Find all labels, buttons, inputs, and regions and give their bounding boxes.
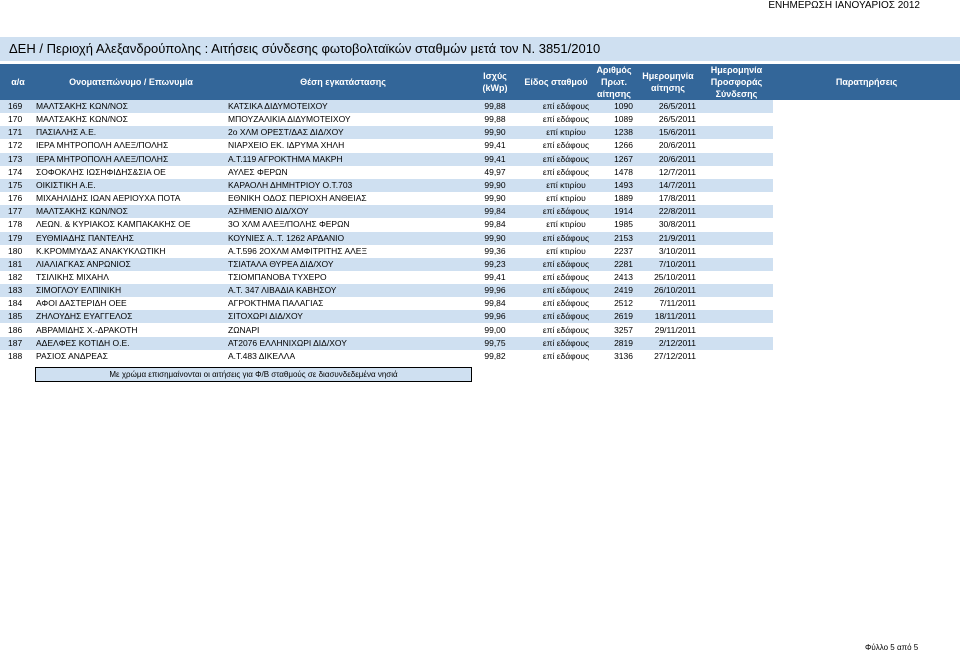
cell-date: 17/8/2011 — [658, 193, 696, 204]
cell-type: επί κτιρίου — [546, 127, 586, 138]
page-footer: Φύλλο 5 από 5 — [865, 643, 919, 652]
col-power: Ισχύς (kWp) — [482, 71, 508, 93]
cell-name: ΣΙΜΟΓΛΟΥ ΕΛΠΙΝΙΚΗ — [36, 285, 122, 296]
cell-kw: 49,97 — [484, 166, 506, 177]
cell-type: επί εδάφους — [542, 337, 590, 348]
cell-num: 1914 — [614, 206, 633, 217]
cell-kw: 99,75 — [484, 337, 506, 348]
cell-type: επί κτιρίου — [546, 193, 586, 204]
cell-type: επί εδάφους — [542, 166, 590, 177]
table-row — [0, 166, 773, 179]
col-location: Θέση εγκατάστασης — [300, 77, 386, 87]
cell-name: ΤΣΙΛΙΚΗΣ ΜΙΧΑΗΛ — [36, 271, 109, 282]
table-row — [0, 232, 773, 245]
cell-name: ΜΑΛΤΣΑΚΗΣ ΚΩΝ/ΝΟΣ — [36, 206, 128, 217]
cell-aa: 174 — [8, 166, 23, 177]
cell-num: 1985 — [614, 219, 633, 230]
cell-date: 20/6/2011 — [658, 140, 696, 151]
cell-name: ΑΒΡΑΜΙΔΗΣ Χ.-ΔΡΑΚΟΤΗ — [36, 324, 138, 335]
cell-date: 26/5/2011 — [658, 114, 696, 125]
cell-aa: 175 — [8, 179, 23, 190]
cell-num: 2619 — [614, 311, 633, 322]
cell-name: Κ.ΚΡΟΜΜΥΔΑΣ ΑΝΑΚΥΚΛΩΤΙΚΗ — [36, 245, 166, 256]
cell-kw: 99,90 — [484, 179, 506, 190]
table-row — [0, 258, 773, 271]
cell-date: 2/12/2011 — [658, 337, 696, 348]
cell-type: επί εδάφους — [542, 311, 590, 322]
cell-loc: ΚΟΥΝΙΕΣ Α..Τ. 1262 ΑΡΔΑΝΙΟ — [228, 232, 345, 243]
cell-aa: 180 — [8, 245, 23, 256]
cell-name: ΕΥΘΜΙΑΔΗΣ ΠΑΝΤΕΛΗΣ — [36, 232, 134, 243]
cell-name: ΜΙΧΑΗΛΙΔΗΣ ΙΩΑΝ ΑΕΡΙΟΥΧΑ ΠΟΤΑ — [36, 193, 181, 204]
cell-date: 30/8/2011 — [658, 219, 696, 230]
cell-type: επί εδάφους — [542, 140, 590, 151]
cell-kw: 99,84 — [484, 219, 506, 230]
cell-type: επί εδάφους — [542, 114, 590, 125]
page-title: ΔΕΗ / Περιοχή Αλεξανδρούπολης : Αιτήσεις σύνδεσης φωτοβολταϊκών σταθμών μετά τον Ν. 3851/2010 — [0, 37, 960, 61]
cell-kw: 99,41 — [484, 153, 506, 164]
cell-type: επί εδάφους — [542, 285, 590, 296]
cell-name: ΠΑΣΙΑΛΗΣ Α.Ε. — [36, 127, 97, 138]
cell-type: επί εδάφους — [542, 258, 590, 269]
cell-aa: 187 — [8, 337, 23, 348]
cell-aa: 181 — [8, 258, 23, 269]
cell-num: 1267 — [614, 153, 633, 164]
cell-kw: 99,36 — [484, 245, 506, 256]
cell-type: επί εδάφους — [542, 298, 590, 309]
cell-aa: 171 — [8, 127, 23, 138]
cell-num: 2153 — [614, 232, 633, 243]
cell-date: 7/11/2011 — [659, 298, 696, 309]
cell-type: επί εδάφους — [542, 324, 590, 335]
cell-kw: 99,41 — [484, 271, 506, 282]
cell-kw: 99,90 — [484, 232, 506, 243]
table-row — [0, 245, 773, 258]
table-row — [0, 297, 773, 310]
cell-loc: ΤΣΙΑΤΑΛΑ ΘΥΡΕΑ ΔΙΔ/ΧΟΥ — [228, 258, 334, 269]
table-row — [0, 218, 773, 231]
table-row — [0, 205, 773, 218]
cell-date: 18/11/2011 — [654, 311, 696, 322]
cell-kw: 99,96 — [484, 285, 506, 296]
cell-num: 3136 — [614, 350, 633, 361]
cell-date: 26/5/2011 — [658, 101, 696, 111]
cell-kw: 99,00 — [484, 324, 506, 335]
cell-date: 20/6/2011 — [658, 153, 696, 164]
cell-aa: 179 — [8, 232, 23, 243]
col-aa: α/α — [11, 77, 25, 87]
cell-loc: ΖΩΝΑΡΙ — [228, 324, 260, 335]
col-offer-date: Ημερομηνία Προσφοράς Σύνδεσης — [710, 65, 763, 99]
cell-aa: 186 — [8, 324, 23, 335]
cell-num: 1493 — [614, 179, 633, 190]
cell-num: 3257 — [614, 324, 633, 335]
cell-kw: 99,88 — [484, 114, 506, 125]
table-row — [0, 153, 773, 166]
cell-date: 25/10/2011 — [654, 271, 696, 282]
cell-aa: 182 — [8, 271, 23, 282]
cell-kw: 99,84 — [484, 298, 506, 309]
cell-date: 29/11/2011 — [654, 324, 696, 335]
cell-name: ΜΑΛΤΣΑΚΗΣ ΚΩΝ/ΝΟΣ — [36, 101, 128, 111]
cell-num: 1238 — [614, 127, 633, 138]
cell-name: ΛΙΑΛΙΑΓΚΑΣ ΑΝΡΩΝΙΟΣ — [36, 258, 131, 269]
cell-name: ΑΔΕΛΦΕΣ ΚΟΤΙΔΗ Ο.Ε. — [36, 337, 130, 348]
cell-date: 3/10/2011 — [658, 245, 696, 256]
cell-num: 2237 — [614, 245, 633, 256]
cell-date: 14/7/2011 — [658, 179, 696, 190]
cell-num: 2512 — [614, 298, 633, 309]
cell-loc: ΑΤ2076 ΕΛΛΗΝΙΧΩΡΙ ΔΙΔ/ΧΟΥ — [228, 337, 347, 348]
cell-name: ΑΦΟΙ ΔΑΣΤΕΡΙΔΗ ΟΕΕ — [36, 298, 127, 309]
cell-kw: 99,88 — [484, 101, 506, 111]
col-name: Ονοματεπώνυμο / Επωνυμία — [69, 77, 193, 87]
legend-note: Με χρώμα επισημαίνονται οι αιτήσεις για Φ/Β σταθμούς σε διασυνδεδεμένα νησιά — [35, 367, 472, 382]
cell-type: επί κτιρίου — [546, 219, 586, 230]
cell-kw: 99,41 — [484, 140, 506, 151]
cell-date: 12/7/2011 — [658, 166, 696, 177]
cell-aa: 170 — [8, 114, 23, 125]
cell-name: ΣΟΦΟΚΛΗΣ ΙΩΣΗΦΙΔΗΣ&ΣΙΑ ΟΕ — [36, 166, 166, 177]
cell-kw: 99,96 — [484, 311, 506, 322]
table-row — [0, 126, 773, 139]
cell-aa: 176 — [8, 193, 23, 204]
cell-num: 1478 — [614, 166, 633, 177]
table-row — [0, 324, 773, 337]
cell-loc: 3Ο ΧΛΜ ΑΛΕΞ/ΠΟΛΗΣ ΦΕΡΩΝ — [228, 219, 350, 230]
cell-kw: 99,82 — [484, 350, 506, 361]
cell-kw: 99,90 — [484, 127, 506, 138]
cell-num: 1266 — [614, 140, 633, 151]
cell-type: επί εδάφους — [542, 206, 590, 217]
cell-name: ΙΕΡΑ ΜΗΤΡΟΠΟΛΗ ΑΛΕΞ/ΠΟΛΗΣ — [36, 153, 169, 164]
table-row — [0, 350, 773, 363]
cell-aa: 172 — [8, 140, 23, 151]
cell-date: 21/9/2011 — [658, 232, 696, 243]
table-row — [0, 139, 773, 152]
update-date-label: ΕΝΗΜΕΡΩΣΗ ΙΑΝΟΥΑΡΙΟΣ 2012 — [768, 0, 920, 11]
cell-aa: 184 — [8, 298, 23, 309]
cell-loc: ΜΠΟΥΖΑΛΙΚΙΑ ΔΙΔΥΜΟΤΕΙΧΟΥ — [228, 114, 351, 125]
cell-type: επί κτιρίου — [546, 245, 586, 256]
cell-name: ΖΗΛΟΥΔΗΣ ΕΥΑΓΓΕΛΟΣ — [36, 311, 133, 322]
cell-date: 26/10/2011 — [654, 285, 696, 296]
table-row — [0, 113, 773, 126]
table-row — [0, 310, 773, 323]
cell-type: επί εδάφους — [542, 232, 590, 243]
cell-loc: ΤΣΙΟΜΠΑΝΟΒΑ ΤΥΧΕΡΟ — [228, 271, 327, 282]
cell-num: 2281 — [614, 258, 633, 269]
cell-loc: Α.Τ. 347 ΛΙΒΑΔΙΑ ΚΑΒΗΣΟΥ — [228, 285, 337, 296]
cell-num: 2819 — [614, 337, 633, 348]
cell-loc: ΑΓΡΟΚΤΗΜΑ ΠΑΛΑΓΙΑΣ — [228, 298, 324, 309]
cell-loc: ΑΥΛΕΣ ΦΕΡΩΝ — [228, 166, 288, 177]
cell-date: 15/6/2011 — [658, 127, 696, 138]
col-notes: Παρατηρήσεις — [835, 77, 898, 87]
cell-loc: ΑΣΗΜΕΝΙΟ ΔΙΔ/ΧΟΥ — [228, 206, 309, 217]
cell-date: 27/12/2011 — [654, 350, 696, 361]
cell-aa: 169 — [8, 101, 23, 111]
cell-num: 2419 — [614, 285, 633, 296]
cell-num: 1089 — [614, 114, 633, 125]
cell-name: ΡΑΣΙΟΣ ΑΝΔΡΕΑΣ — [36, 350, 108, 361]
cell-loc: ΣΙΤΟΧΩΡΙ ΔΙΔ/ΧΟΥ — [228, 311, 303, 322]
cell-type: επί εδάφους — [542, 350, 590, 361]
col-type: Είδος σταθμού — [524, 77, 588, 87]
table-row — [0, 100, 773, 113]
table-row — [0, 192, 773, 205]
cell-aa: 177 — [8, 206, 23, 217]
cell-aa: 188 — [8, 350, 23, 361]
cell-aa: 185 — [8, 311, 23, 322]
table-row — [0, 179, 773, 192]
cell-aa: 173 — [8, 153, 23, 164]
table-row — [0, 284, 773, 297]
cell-num: 2413 — [614, 271, 633, 282]
cell-name: ΟΙΚΙΣΤΙΚΗ Α.Ε. — [36, 179, 96, 190]
cell-aa: 178 — [8, 219, 23, 230]
cell-loc: ΕΘΝΙΚΗ ΟΔΟΣ ΠΕΡΙΟΧΗ ΑΝΘΕΙΑΣ — [228, 193, 367, 204]
cell-kw: 99,23 — [484, 258, 506, 269]
cell-kw: 99,90 — [484, 193, 506, 204]
cell-loc: ΚΑΡΑΟΛΗ ΔΗΜΗΤΡΙΟΥ Ο.Τ.703 — [228, 179, 353, 190]
cell-loc: ΝΙΑΡΧΕΙΟ ΕΚ. ΙΔΡΥΜΑ ΧΗΛΗ — [228, 140, 345, 151]
table-row — [0, 337, 773, 350]
cell-loc: Α.Τ.483 ΔΙΚΕΛΛΑ — [228, 350, 296, 361]
cell-name: ΜΑΛΤΣΑΚΗΣ ΚΩΝ/ΝΟΣ — [36, 114, 128, 125]
col-date: Ημερομηνία αίτησης — [642, 71, 694, 93]
cell-type: επί εδάφους — [542, 153, 590, 164]
cell-date: 22/8/2011 — [658, 206, 696, 217]
cell-num: 1889 — [614, 193, 633, 204]
cell-aa: 183 — [8, 285, 23, 296]
cell-name: ΛΕΩΝ. & ΚΥΡΙΑΚΟΣ ΚΑΜΠΑΚΑΚΗΣ ΟΕ — [36, 219, 191, 230]
cell-date: 7/10/2011 — [658, 258, 696, 269]
cell-type: επί εδάφους — [542, 101, 590, 111]
cell-loc: ΚΑΤΣΙΚΑ ΔΙΔΥΜΟΤΕΙΧΟΥ — [228, 101, 328, 111]
cell-type: επί εδάφους — [542, 271, 590, 282]
cell-loc: 2ο ΧΛΜ ΟΡΕΣΤ/ΔΑΣ ΔΙΔ/ΧΟΥ — [228, 127, 344, 138]
table-header — [0, 64, 960, 100]
table-row — [0, 271, 773, 284]
cell-type: επί κτιρίου — [546, 179, 586, 190]
cell-name: ΙΕΡΑ ΜΗΤΡΟΠΟΛΗ ΑΛΕΞ/ΠΟΛΗΣ — [36, 140, 169, 151]
cell-loc: Α.Τ.119 ΑΓΡΟΚΤΗΜΑ ΜΑΚΡΗ — [228, 153, 343, 164]
cell-loc: Α.Τ.596 2ΟΧΛΜ ΑΜΦΙΤΡΙΤΗΣ ΑΛΕΞ — [228, 245, 367, 256]
cell-kw: 99,84 — [484, 206, 506, 217]
cell-num: 1090 — [614, 101, 633, 111]
col-protocol: Αριθμός Πρωτ. αίτησης — [596, 65, 632, 99]
